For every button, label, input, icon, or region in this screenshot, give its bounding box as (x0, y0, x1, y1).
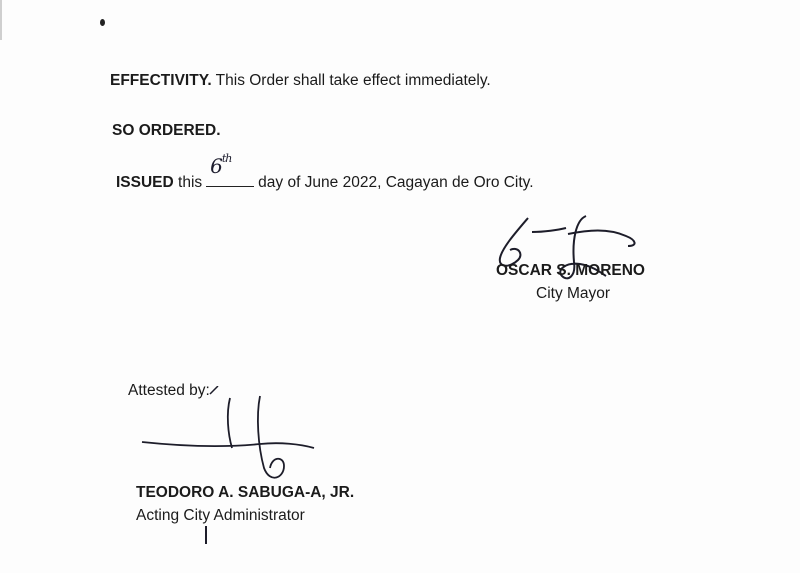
mayor-title: City Mayor (536, 285, 611, 302)
effectivity-paragraph (110, 72, 491, 90)
administrator-name: TEODORO A. SABUGA-A, JR. (136, 484, 355, 501)
handwritten-day (210, 154, 231, 178)
issued-paragraph (116, 152, 534, 192)
so-ordered: SO ORDERED. (112, 122, 221, 139)
handwritten-day-number: 6 (210, 154, 222, 178)
issued-suffix: day of June 2022, Cagayan de Oro City. (258, 174, 534, 191)
scan-edge-mark (0, 0, 2, 40)
ink-speck (100, 19, 105, 26)
day-blank (206, 152, 254, 187)
attested-label: Attested by: (128, 382, 210, 399)
issued-heading: ISSUED (116, 174, 174, 191)
handwritten-day-suffix: th (221, 152, 232, 166)
issued-prefix: this (178, 174, 203, 191)
effectivity-text: This Order shall take effect immediately. (215, 72, 491, 89)
mayor-name: OSCAR S. MORENO (496, 262, 645, 279)
administrator-title: Acting City Administrator (136, 507, 305, 524)
effectivity-heading: EFFECTIVITY. (110, 72, 212, 89)
